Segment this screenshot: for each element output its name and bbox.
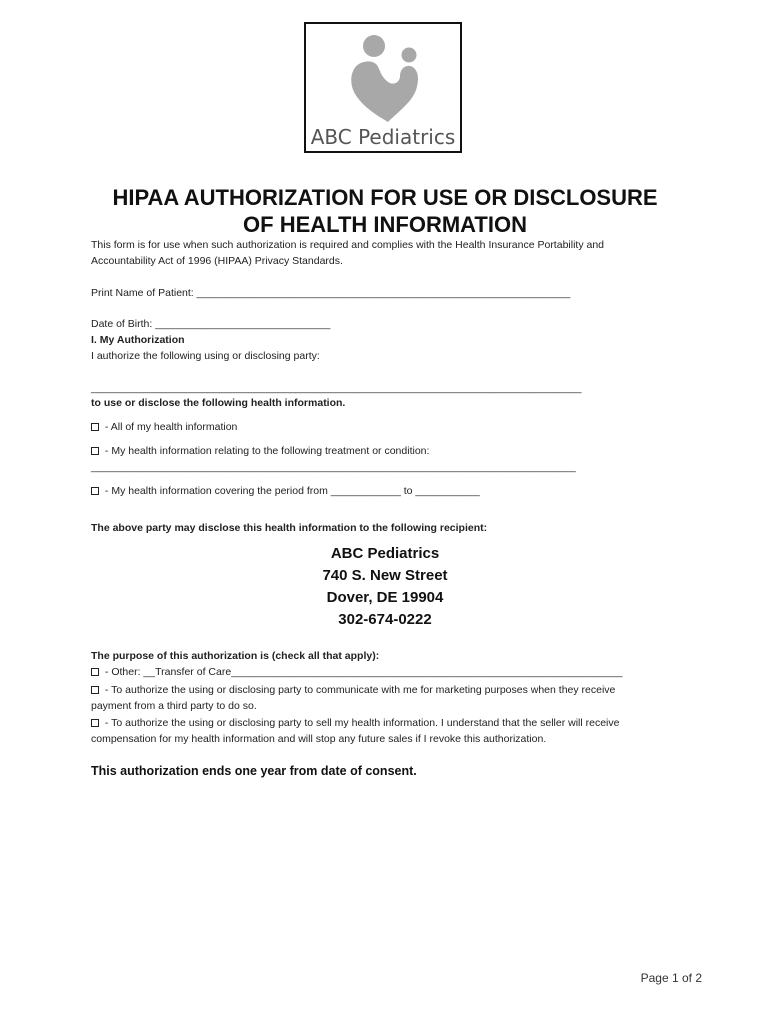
logo-text: ABC Pediatrics [310,125,456,149]
option-period-label: - My health information covering the period from ____________ to ___________ [102,485,480,497]
option-treatment-condition[interactable] [91,443,429,459]
option-treatment-label: - My health information relating to the following treatment or condition: [102,445,430,457]
purpose-marketing-label: - To authorize the using or disclosing party to communicate with me for marketing purposes when they receive [102,684,616,696]
recipient-phone: 302-674-0222 [338,611,432,628]
recipient-name: ABC Pediatrics [330,545,440,562]
option-all-label: - All of my health information [102,421,238,433]
abc-pediatrics-logo [304,22,462,153]
checkbox-icon[interactable] [91,423,99,431]
my-authorization-heading: I. My Authorization [91,334,185,346]
date-of-birth-field[interactable]: Date of Birth: ______________________________ [91,318,331,330]
purpose-sale[interactable] [91,715,619,731]
checkbox-icon[interactable] [91,686,99,694]
mother-child-heart-icon [346,32,426,124]
form-title-line-2: OF HEALTH INFORMATION [243,212,527,237]
recipient-street: 740 S. New Street [322,567,448,584]
purpose-other-label: - Other: __Transfer of Care___________________________________________________________________ [102,666,623,678]
use-disclose-heading: to use or disclose the following health information. [91,397,346,409]
form-title [40,184,730,238]
form-title-line-1: HIPAA AUTHORIZATION FOR USE OR DISCLOSURE [112,185,658,210]
purpose-other[interactable] [91,664,622,680]
purpose-marketing[interactable] [91,682,615,698]
purpose-sale-label: - To authorize the using or disclosing party to sell my health information. I understand that the seller will receive [102,717,620,729]
purpose-marketing-continued: payment from a third party to do so. [91,700,257,712]
checkbox-icon[interactable] [91,668,99,676]
checkbox-icon[interactable] [91,447,99,455]
recipient-city: Dover, DE 19904 [326,589,444,606]
disclosing-party-field[interactable]: ____________________________________________________________________________________ [91,382,582,394]
checkbox-icon[interactable] [91,719,99,727]
checkbox-icon[interactable] [91,487,99,495]
recipient-heading: The above party may disclose this health information to the following recipient: [91,522,488,534]
patient-name-field[interactable]: Print Name of Patient: ________________________________________________________________ [91,287,571,299]
option-period[interactable] [91,483,480,499]
authorization-expiry: This authorization ends one year from date of consent. [91,764,417,778]
authorization-intro: I authorize the following using or disclosing party: [91,350,320,362]
purpose-heading: The purpose of this authorization is (check all that apply): [91,650,380,662]
purpose-sale-continued: compensation for my health information and will stop any future sales if I revoke this authorization. [91,733,547,745]
option-all-health-info[interactable] [91,419,237,435]
treatment-condition-field[interactable]: ___________________________________________________________________________________ [91,461,576,473]
intro-line-1: This form is for use when such authorization is required and complies with the Health Insurance Portability and [91,239,605,251]
page-number: Page 1 of 2 [640,971,702,985]
intro-line-2: Accountability Act of 1996 (HIPAA) Privacy Standards. [91,255,343,267]
